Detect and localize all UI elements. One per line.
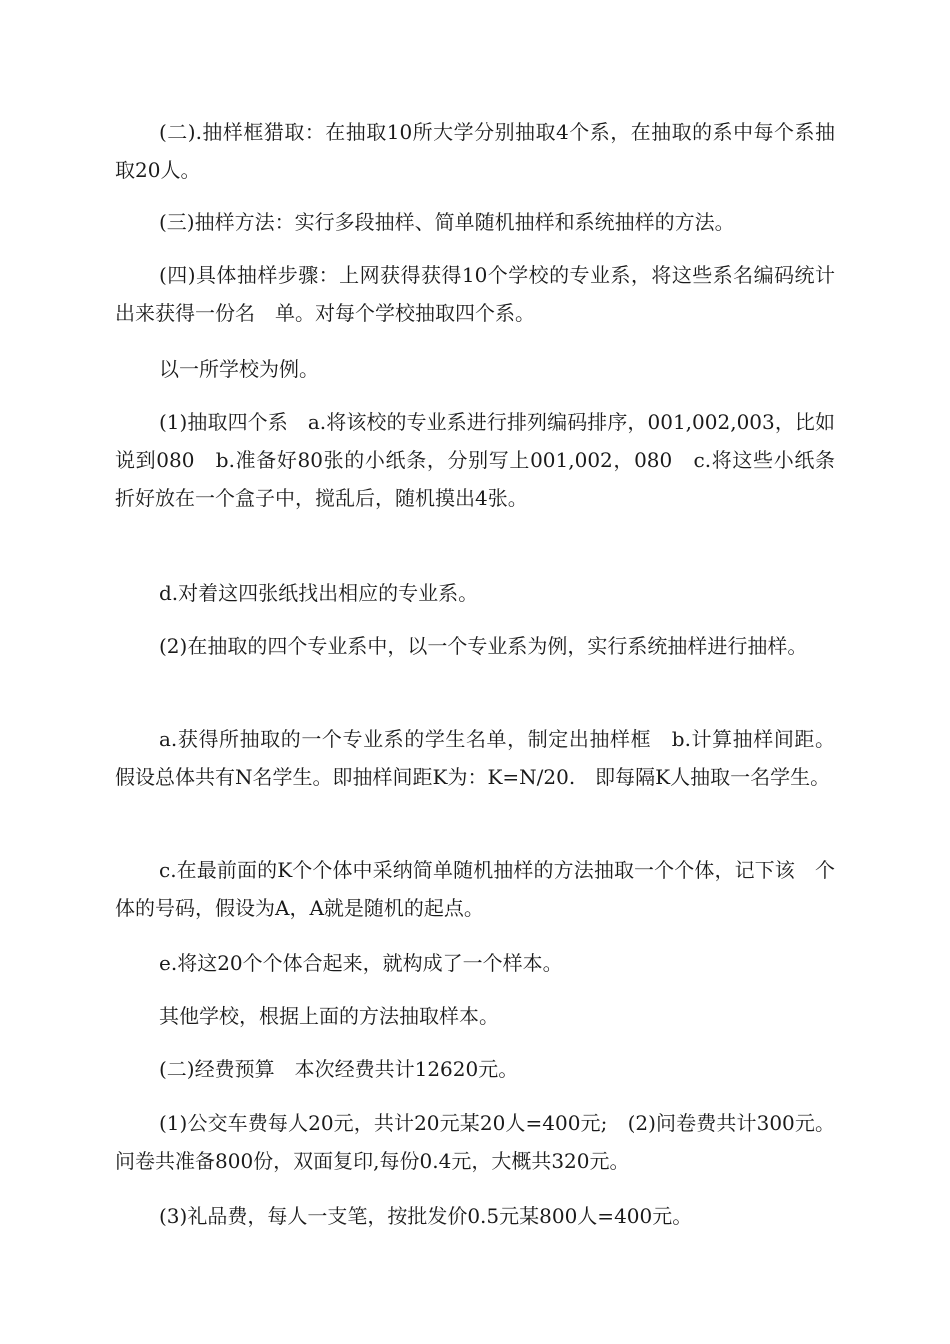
paragraph-budget-heading: (二)经费预算 本次经费共计12620元。	[159, 1057, 519, 1081]
paragraph-gift-cost: (3)礼品费，每人一支笔，按批发价0.5元某800人=400元。	[159, 1204, 693, 1228]
paragraph-step-1d: d.对着这四张纸找出相应的专业系。	[159, 581, 479, 605]
paragraph-example-school: 以一所学校为例。	[159, 357, 319, 381]
paragraph-sampling-method: (三)抽样方法：实行多段抽样、简单随机抽样和系统抽样的方法。	[159, 210, 735, 234]
paragraph-sampling-steps: (四)具体抽样步骤：上网获得获得10个学校的专业系，将这些系名编码统计出来获得一份名 单。对每个学校抽取四个系。	[115, 263, 835, 325]
paragraph-other-schools: 其他学校，根据上面的方法抽取样本。	[159, 1004, 499, 1028]
paragraph-sampling-frame: (二).抽样框猎取：在抽取10所大学分别抽取4个系，在抽取的系中每个系抽取20人。	[115, 120, 835, 182]
paragraph-step-2ab: a.获得所抽取的一个专业系的学生名单，制定出抽样框 b.计算抽样间距。假设总体共有N名学生。即抽样间距K为：K=N/20. 即每隔K人抽取一名学生。	[115, 727, 835, 789]
paragraph-step-2c: c.在最前面的K个个体中采纳简单随机抽样的方法抽取一个个体，记下该 个体的号码，假设为A，A就是随机的起点。	[115, 858, 835, 920]
paragraph-step-1: (1)抽取四个系 a.将该校的专业系进行排列编码排序，001,002,003，比如说到080 b.准备好80张的小纸条，分别写上001,002，080 c.将这些小纸条折好放在一个盒子中，搅乱后，随机摸出4张。	[115, 410, 835, 510]
paragraph-budget-items: (1)公交车费每人20元，共计20元某20人=400元; (2)问卷费共计300元。问卷共准备800份，双面复印,每份0.4元，大概共320元。	[115, 1111, 835, 1173]
paragraph-step-2: (2)在抽取的四个专业系中，以一个专业系为例，实行系统抽样进行抽样。	[159, 634, 808, 658]
paragraph-step-2e: e.将这20个个体合起来，就构成了一个样本。	[159, 951, 563, 975]
